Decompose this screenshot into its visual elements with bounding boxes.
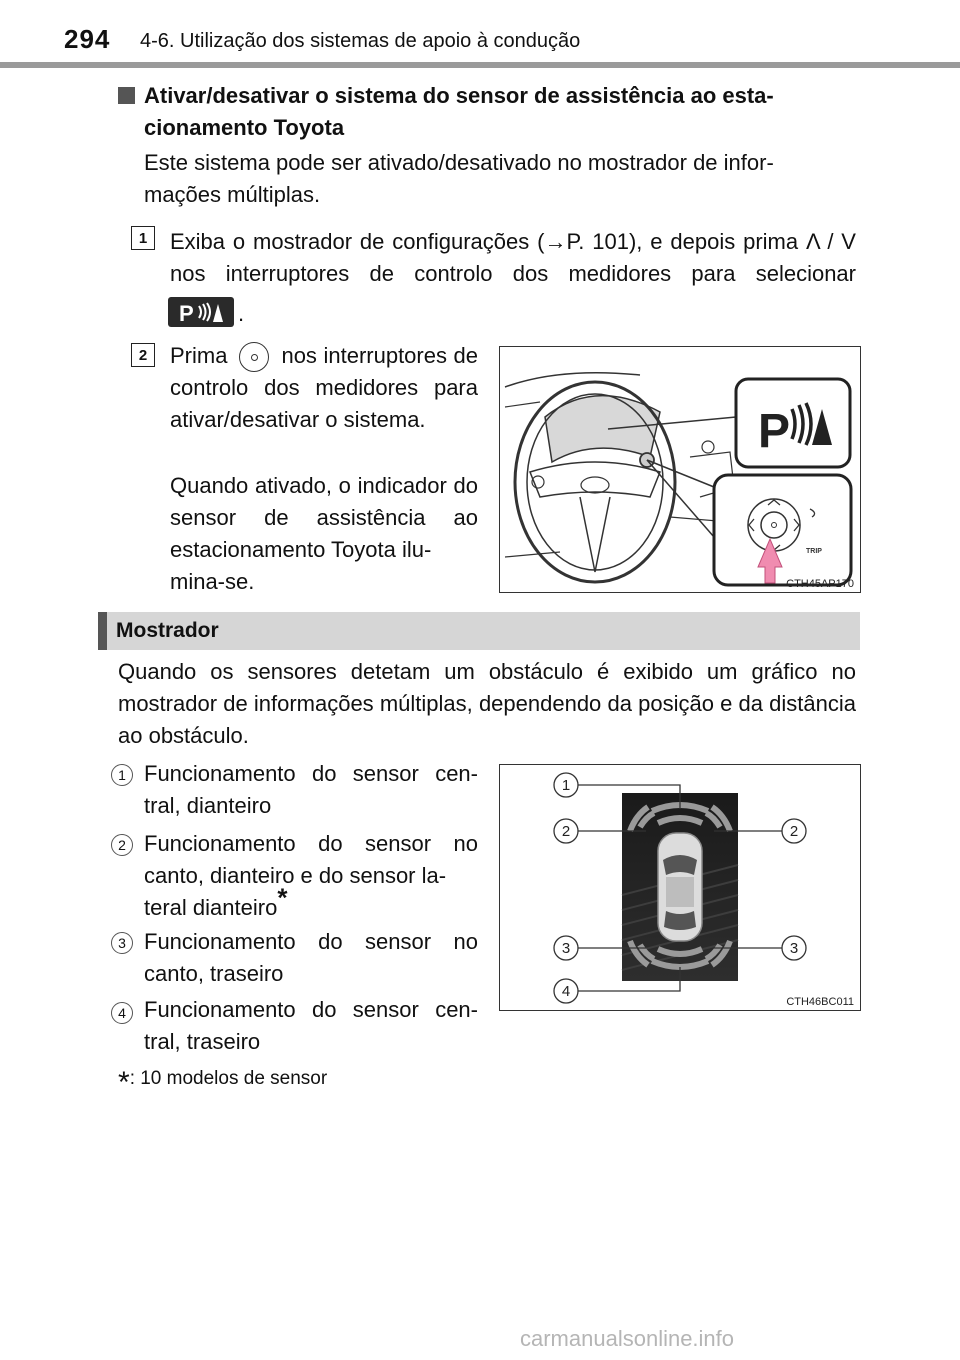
list-item-1	[144, 758, 478, 822]
step-2-text-a: Prima	[170, 343, 228, 368]
list-number-1: 1	[111, 764, 133, 786]
step-2-text	[170, 340, 478, 436]
step-2-note-text: Quando ativado, o indicador do sensor de assistência ao estacionamento Toyota ilu-	[170, 473, 478, 562]
step-1-text-a: Exiba o mostrador de configurações (	[170, 229, 545, 254]
list-item-1-line2: tral, dianteiro	[144, 793, 272, 818]
svg-text:P: P	[758, 405, 791, 458]
section-bar-title: Mostrador	[116, 619, 219, 642]
step-badge-1: 1	[131, 226, 155, 250]
sensor-display-illustration	[500, 765, 861, 1011]
step-2-text-b: nos interruptores de controlo dos medidores para ativar/desativar o sistema.	[170, 343, 478, 433]
section-heading-line2: cionamento Toyota	[144, 115, 345, 140]
callout-2-left: 2	[561, 823, 571, 840]
callout-2-right: 2	[789, 823, 799, 840]
trip-label: TRIP	[806, 548, 822, 555]
list-number-2: 2	[111, 834, 133, 856]
list-item-4-line1: Funcionamento do sensor cen-	[144, 997, 478, 1022]
section-heading-line1: Ativar/desativar o sistema do sensor de assistência ao esta-	[144, 83, 774, 108]
step-1-text	[170, 226, 856, 290]
section-heading	[118, 80, 858, 144]
list-item-3-line2: canto, traseiro	[144, 961, 284, 986]
list-item-3	[144, 926, 478, 990]
list-number-3: 3	[111, 932, 133, 954]
asterisk-mark: *	[277, 882, 288, 913]
intro-line1: Este sistema pode ser ativado/desativado no mostrador de infor-	[144, 150, 774, 175]
list-item-3-line1: Funcionamento do sensor no	[144, 929, 478, 954]
list-item-4-line2: tral, traseiro	[144, 1029, 261, 1054]
step-1-text-b: P. 101), e depois prima Λ / V nos interruptores de controlo dos medidores para selecionar	[170, 229, 856, 286]
ok-button-icon	[239, 342, 269, 372]
watermark: carmanualsonline.info	[520, 1326, 735, 1351]
parking-sensor-icon	[168, 297, 234, 327]
step-1-period: .	[238, 301, 245, 326]
page-number: 294	[64, 24, 111, 54]
sensor-display-figure	[499, 764, 861, 1011]
figure-code: CTH45AP170	[786, 578, 854, 590]
footnote	[118, 1066, 327, 1100]
svg-text:P: P	[179, 301, 194, 324]
steering-wheel-illustration	[500, 347, 861, 593]
list-number-4: 4	[111, 1002, 133, 1024]
chapter-title: 4-6. Utilização dos sistemas de apoio à condução	[140, 30, 581, 52]
callout-3-left: 3	[561, 940, 571, 957]
display-description: Quando os sensores detetam um obstáculo é exibido um gráfico no mostrador de informações múltiplas, dependendo da posição e da distância ao obstáculo.	[118, 659, 856, 748]
step-2-note	[170, 470, 478, 598]
callout-4: 4	[561, 983, 571, 1000]
list-item-2-line3: teral dianteiro	[144, 895, 278, 920]
heading-accent	[98, 612, 107, 650]
callout-1: 1	[561, 777, 571, 794]
square-bullet-icon	[118, 87, 135, 104]
arrow-icon: →	[544, 229, 567, 254]
list-item-2	[144, 828, 478, 924]
intro-paragraph	[144, 147, 860, 211]
list-item-2-line1: Funcionamento do sensor no	[144, 831, 478, 856]
callout-3-right: 3	[789, 940, 799, 957]
intro-line2: mações múltiplas.	[144, 182, 321, 207]
list-item-2-line2: canto, dianteiro e do sensor la-	[144, 863, 447, 888]
step-badge-2: 2	[131, 343, 155, 367]
list-item-1-line1: Funcionamento do sensor cen-	[144, 761, 478, 786]
figure-code: CTH46BC011	[786, 996, 854, 1008]
footnote-text: : 10 modelos de sensor	[129, 1068, 328, 1089]
list-item-4	[144, 994, 478, 1058]
step-2-note-end: mina-se.	[170, 569, 255, 594]
footnote-asterisk: *	[118, 1066, 130, 1099]
header-divider	[0, 62, 960, 68]
steering-wheel-figure	[499, 346, 861, 593]
list-item-2-line3-wrap	[144, 882, 478, 924]
section-bar-heading	[98, 612, 860, 650]
